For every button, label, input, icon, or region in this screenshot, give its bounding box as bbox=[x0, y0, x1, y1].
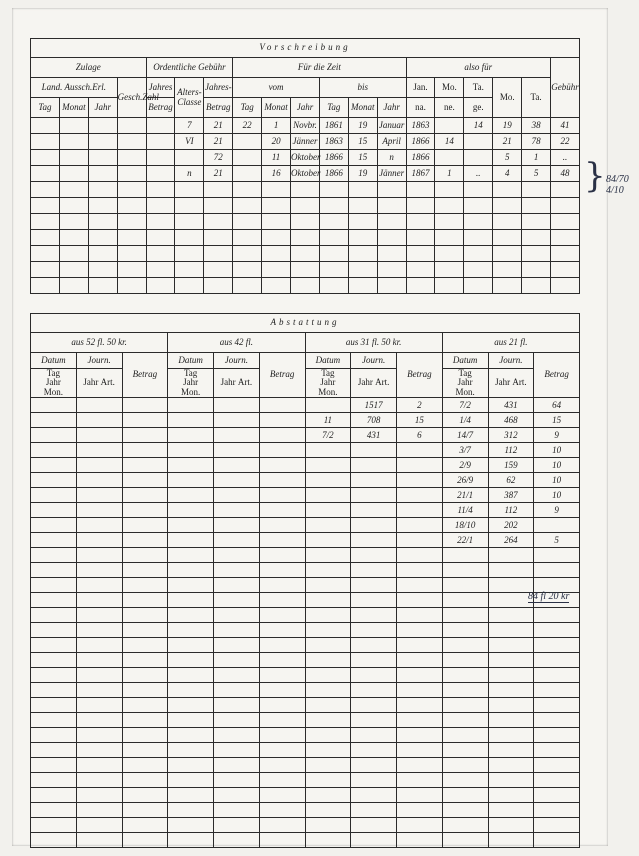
cell-21-art: 387 bbox=[488, 488, 534, 503]
cell-21-tag: 14/7 bbox=[442, 428, 488, 443]
group-header-fuer-die-zeit: Für die Zeit bbox=[233, 58, 406, 78]
table-row bbox=[31, 773, 580, 788]
table-row bbox=[31, 743, 580, 758]
group-header-aus-31: aus 31 fl. 50 kr. bbox=[305, 333, 442, 353]
cell-21-betrag: 10 bbox=[534, 473, 580, 488]
col-datum: Datum bbox=[305, 353, 351, 369]
col-datum-sub: Tag Jahr Mon. bbox=[442, 369, 488, 398]
cell-21-art: 468 bbox=[488, 413, 534, 428]
subheader-vom-monat: Monat bbox=[262, 98, 291, 118]
cell-31-tag: 7/2 bbox=[305, 428, 351, 443]
cell-21-tag: 7/2 bbox=[442, 398, 488, 413]
cell-gebuehr-kr: .. bbox=[551, 150, 580, 166]
table-row bbox=[31, 488, 580, 503]
table-row bbox=[31, 443, 580, 458]
table-row bbox=[31, 262, 580, 278]
table-row bbox=[31, 698, 580, 713]
table-row bbox=[31, 246, 580, 262]
cell-vom-jahr: 1863 bbox=[319, 134, 348, 150]
table-row bbox=[31, 638, 580, 653]
margin-note: 84/70 4/10 bbox=[606, 174, 629, 196]
subheader-bis: bis bbox=[319, 78, 406, 98]
section1-title: Vorschreibung bbox=[31, 39, 580, 58]
section2-title: Abstattung bbox=[31, 314, 580, 333]
table-row bbox=[31, 428, 580, 443]
cell-31-art: 431 bbox=[351, 428, 397, 443]
table-row bbox=[31, 503, 580, 518]
cell-21-tag: 26/9 bbox=[442, 473, 488, 488]
subheader-jahres: Jahres bbox=[146, 78, 175, 98]
col-datum-sub: Tag Jahr Mon. bbox=[168, 369, 214, 398]
cell-21-art: 202 bbox=[488, 518, 534, 533]
cell-vom-monat: Novbr. bbox=[291, 118, 320, 134]
cell-gebuehr-kr: 41 bbox=[551, 118, 580, 134]
cell-bis-jahr: 1867 bbox=[406, 166, 435, 182]
group-header-aus-21: aus 21 fl. bbox=[442, 333, 579, 353]
table-row bbox=[31, 713, 580, 728]
cell-gebuehr: 5 bbox=[522, 166, 551, 182]
table-row bbox=[31, 398, 580, 413]
cell-mo2: 19 bbox=[493, 118, 522, 134]
cell-alters-classe: VI bbox=[175, 134, 204, 150]
cell-jahres-betrag: 21 bbox=[204, 166, 233, 182]
col-journ: Journ. bbox=[351, 353, 397, 369]
cell-gebuehr-kr: 22 bbox=[551, 134, 580, 150]
table-row bbox=[31, 278, 580, 294]
table-row bbox=[31, 623, 580, 638]
cell-21-betrag: 9 bbox=[534, 428, 580, 443]
group-header-aus-42: aus 42 fl. bbox=[168, 333, 305, 353]
table-row bbox=[31, 833, 580, 848]
cell-21-betrag: 10 bbox=[534, 488, 580, 503]
cell-21-art: 112 bbox=[488, 443, 534, 458]
col-journ-sub: Jahr Art. bbox=[351, 369, 397, 398]
subheader-bis-jahr: Jahr bbox=[377, 98, 406, 118]
cell-31-tag: 11 bbox=[305, 413, 351, 428]
subheader-vom-tag: Tag bbox=[233, 98, 262, 118]
col-journ-sub: Jahr Art. bbox=[76, 369, 122, 398]
table-row bbox=[31, 533, 580, 548]
cell-gebuehr: 38 bbox=[522, 118, 551, 134]
cell-vom-tag: 16 bbox=[262, 166, 291, 182]
subheader-vom: vom bbox=[233, 78, 320, 98]
table-row bbox=[31, 230, 580, 246]
cell-bis-tag: 15 bbox=[348, 134, 377, 150]
cell-21-betrag: 9 bbox=[534, 503, 580, 518]
cell-vom-jahr: 1866 bbox=[319, 166, 348, 182]
table-row bbox=[31, 214, 580, 230]
group-header-zulage: Zulage bbox=[31, 58, 147, 78]
cell-21-art: 312 bbox=[488, 428, 534, 443]
table-row bbox=[31, 563, 580, 578]
grand-total: 84 fl 20 kr bbox=[528, 591, 570, 602]
cell-vom-monat: Jänner bbox=[291, 134, 320, 150]
cell-mo: 14 bbox=[435, 134, 464, 150]
cell-gebuehr: 78 bbox=[522, 134, 551, 150]
col-journ-sub: Jahr Art. bbox=[488, 369, 534, 398]
table-row bbox=[31, 788, 580, 803]
cell-mo bbox=[435, 118, 464, 134]
subheader-mo2: Mo. bbox=[493, 78, 522, 118]
cell-21-art: 62 bbox=[488, 473, 534, 488]
cell-vom-tag: 11 bbox=[262, 150, 291, 166]
abstattung-table bbox=[30, 313, 580, 848]
cell-bis-monat: Januar bbox=[377, 118, 406, 134]
cell-21-betrag: 5 bbox=[534, 533, 580, 548]
table-row bbox=[31, 803, 580, 818]
cell-gebuehr-zahl bbox=[233, 166, 262, 182]
table-row bbox=[31, 182, 580, 198]
subheader-tag: Tag bbox=[31, 98, 60, 118]
cell-21-art: 112 bbox=[488, 503, 534, 518]
subheader-ne: ne. bbox=[435, 98, 464, 118]
cell-bis-jahr: 1863 bbox=[406, 118, 435, 134]
table-row bbox=[31, 578, 580, 593]
col-journ: Journ. bbox=[214, 353, 260, 369]
table-row bbox=[31, 818, 580, 833]
cell-31-betrag: 15 bbox=[397, 413, 443, 428]
cell-31-art: 1517 bbox=[351, 398, 397, 413]
table-row bbox=[31, 548, 580, 563]
col-journ-sub: Jahr Art. bbox=[214, 369, 260, 398]
table-row bbox=[31, 458, 580, 473]
cell-vom-monat: Oktober bbox=[291, 150, 320, 166]
cell-21-betrag bbox=[534, 518, 580, 533]
cell-21-betrag: 15 bbox=[534, 413, 580, 428]
cell-bis-monat: Jänner bbox=[377, 166, 406, 182]
cell-mo2: 5 bbox=[493, 150, 522, 166]
cell-jahres-betrag: 72 bbox=[204, 150, 233, 166]
col-betrag: Betrag bbox=[534, 353, 580, 398]
cell-21-tag: 18/10 bbox=[442, 518, 488, 533]
cell-31-tag bbox=[305, 398, 351, 413]
table-row bbox=[31, 518, 580, 533]
cell-mo: 1 bbox=[435, 166, 464, 182]
cell-bis-tag: 19 bbox=[348, 118, 377, 134]
subheader-bis-tag: Tag bbox=[319, 98, 348, 118]
table-row bbox=[31, 198, 580, 214]
table-row bbox=[31, 413, 580, 428]
cell-21-tag: 2/9 bbox=[442, 458, 488, 473]
cell-21-art: 431 bbox=[488, 398, 534, 413]
col-journ: Journ. bbox=[76, 353, 122, 369]
col-datum: Datum bbox=[168, 353, 214, 369]
cell-bis-tag: 19 bbox=[348, 166, 377, 182]
cell-bis-jahr: 1866 bbox=[406, 150, 435, 166]
group-header-aus-52: aus 52 fl. 50 kr. bbox=[31, 333, 168, 353]
col-betrag: Betrag bbox=[122, 353, 168, 398]
cell-21-tag: 11/4 bbox=[442, 503, 488, 518]
subheader-jan: Jan. bbox=[406, 78, 435, 98]
cell-bis-tag: 15 bbox=[348, 150, 377, 166]
cell-21-betrag: 10 bbox=[534, 458, 580, 473]
table-row bbox=[31, 668, 580, 683]
subheader-land-ausschuss: Land. Aussch.Erl. bbox=[31, 78, 118, 98]
cell-gebuehr-zahl bbox=[233, 134, 262, 150]
cell-31-betrag: 2 bbox=[397, 398, 443, 413]
col-datum-sub: Tag Jahr Mon. bbox=[305, 369, 351, 398]
margin-brace-icon: } bbox=[584, 156, 606, 196]
cell-21-tag: 22/1 bbox=[442, 533, 488, 548]
group-header-also-fuer: also für bbox=[406, 58, 550, 78]
cell-alters-classe: 7 bbox=[175, 118, 204, 134]
cell-gebuehr-zahl: 22 bbox=[233, 118, 262, 134]
cell-alters-classe bbox=[175, 150, 204, 166]
cell-21-tag: 3/7 bbox=[442, 443, 488, 458]
cell-ta bbox=[464, 134, 493, 150]
table-row bbox=[31, 728, 580, 743]
table-row bbox=[31, 758, 580, 773]
cell-gebuehr-zahl bbox=[233, 150, 262, 166]
subheader-na: na. bbox=[406, 98, 435, 118]
col-betrag: Betrag bbox=[259, 353, 305, 398]
cell-21-betrag: 64 bbox=[534, 398, 580, 413]
cell-alters-classe: n bbox=[175, 166, 204, 182]
table-row bbox=[31, 683, 580, 698]
cell-ta bbox=[464, 150, 493, 166]
subheader-ta: Ta. bbox=[464, 78, 493, 98]
subheader-monat: Monat bbox=[59, 98, 88, 118]
cell-jahres-betrag: 21 bbox=[204, 134, 233, 150]
cell-mo2: 21 bbox=[493, 134, 522, 150]
table-row bbox=[31, 473, 580, 488]
cell-gebuehr-kr: 48 bbox=[551, 166, 580, 182]
cell-vom-tag: 20 bbox=[262, 134, 291, 150]
cell-vom-monat: Oktober bbox=[291, 166, 320, 182]
document-paper bbox=[12, 8, 629, 846]
group-header-ordentliche-gebuehr: Ordentliche Gebühr bbox=[146, 58, 233, 78]
cell-bis-monat: April bbox=[377, 134, 406, 150]
table-row bbox=[31, 593, 580, 608]
cell-21-betrag: 10 bbox=[534, 443, 580, 458]
cell-21-tag: 1/4 bbox=[442, 413, 488, 428]
subheader-bis-monat: Monat bbox=[348, 98, 377, 118]
cell-ta: .. bbox=[464, 166, 493, 182]
cell-mo2: 4 bbox=[493, 166, 522, 182]
cell-gebuehr: 1 bbox=[522, 150, 551, 166]
cell-31-betrag: 6 bbox=[397, 428, 443, 443]
subheader-vom-jahr: Jahr bbox=[291, 98, 320, 118]
subheader-betrag: Betrag bbox=[146, 98, 175, 118]
col-datum-sub: Tag Jahr Mon. bbox=[31, 369, 77, 398]
table-row bbox=[31, 653, 580, 668]
col-datum: Datum bbox=[31, 353, 77, 369]
cell-ta: 14 bbox=[464, 118, 493, 134]
cell-vom-jahr: 1861 bbox=[319, 118, 348, 134]
cell-21-tag: 21/1 bbox=[442, 488, 488, 503]
cell-bis-jahr: 1866 bbox=[406, 134, 435, 150]
cell-vom-tag: 1 bbox=[262, 118, 291, 134]
group-header-gebuehr: Gebühr bbox=[551, 58, 580, 118]
table-row bbox=[31, 150, 580, 166]
subheader-ge: ge. bbox=[464, 98, 493, 118]
cell-mo bbox=[435, 150, 464, 166]
cell-jahres-betrag: 21 bbox=[204, 118, 233, 134]
subheader-jahres-2: Jahres- bbox=[204, 78, 233, 98]
cell-21-art: 159 bbox=[488, 458, 534, 473]
col-journ: Journ. bbox=[488, 353, 534, 369]
table-row bbox=[31, 166, 580, 182]
subheader-alters-classe: Alters-Classe bbox=[175, 78, 204, 118]
subheader-betrag-2: Betrag bbox=[204, 98, 233, 118]
subheader-ta2: Ta. bbox=[522, 78, 551, 118]
cell-vom-jahr: 1866 bbox=[319, 150, 348, 166]
subheader-mo: Mo. bbox=[435, 78, 464, 98]
cell-31-art: 708 bbox=[351, 413, 397, 428]
subheader-gesch-zahl: Gesch.Zahl bbox=[117, 78, 146, 118]
table-row bbox=[31, 118, 580, 134]
table-row bbox=[31, 608, 580, 623]
cell-bis-monat: n bbox=[377, 150, 406, 166]
vorschreibung-table bbox=[30, 38, 580, 294]
subheader-jahr: Jahr bbox=[88, 98, 117, 118]
col-datum: Datum bbox=[442, 353, 488, 369]
col-betrag: Betrag bbox=[397, 353, 443, 398]
cell-21-art: 264 bbox=[488, 533, 534, 548]
table-row bbox=[31, 134, 580, 150]
